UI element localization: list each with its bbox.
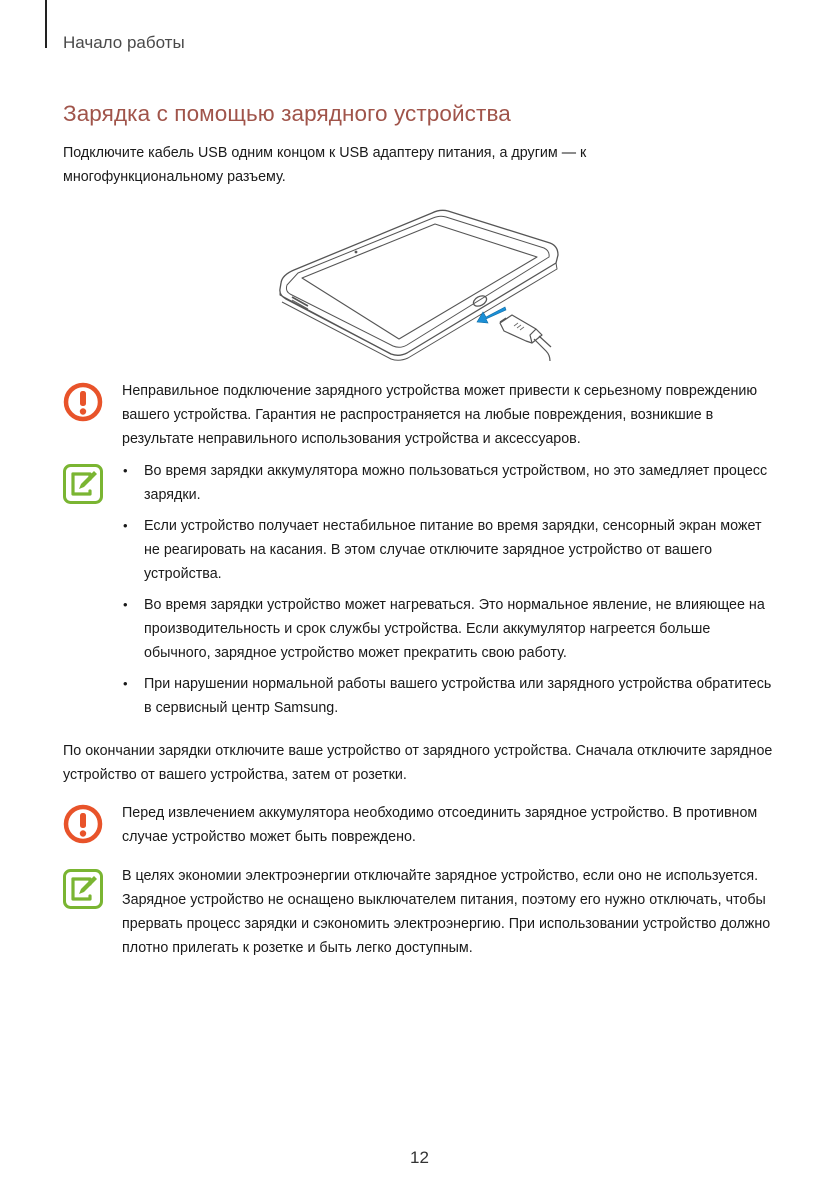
note-icon <box>63 464 103 504</box>
note-bullet-list <box>122 459 772 727</box>
section-header: Начало работы <box>63 33 185 52</box>
page-title: Зарядка с помощью зарядного устройства <box>63 101 511 126</box>
unplug-paragraph: По окончании зарядки отключите ваше устройство от зарядного устройства. Сначала отключите зарядное устройство от вашего устройства, затем от розетки. <box>63 743 773 783</box>
list-item: • Во время зарядки аккумулятора можно пользоваться устройством, но это замедляет процесс зарядки. <box>122 459 772 507</box>
caution-icon <box>63 804 103 844</box>
note-text: В целях экономии электроэнергии отключайте зарядное устройство, если оно не используется. Зарядное устройство не оснащено выключателем питания, поэтому его нужно отключать, чтобы прервать процесс зарядки и сэкономить электроэнергию. При использовании устройство должно плотно прилегать к розетке и быть легко доступным. <box>122 868 771 956</box>
margin-rule <box>45 0 47 48</box>
tablet-charging-illustration <box>274 205 564 365</box>
list-item: • Во время зарядки устройство может нагреваться. Это нормальное явление, не влияющее на производительность и срок службы устройства. Если аккумулятор нагреется больше обычного, зарядное устройство может прекратить свою работу. <box>122 593 772 665</box>
caution-text: Перед извлечением аккумулятора необходимо отсоединить зарядное устройство. В противном случае устройство может быть повреждено. <box>122 805 758 845</box>
list-item: • Если устройство получает нестабильное питание во время зарядки, сенсорный экран может не реагировать на касания. В этом случае отключите зарядное устройство от вашего устройства. <box>122 514 772 586</box>
page-number: 12 <box>410 1148 429 1167</box>
caution-text: Неправильное подключение зарядного устройства может привести к серьезному повреждению вашего устройства. Гарантия не распространяется на любые повреждения, возникшие в результате неправильного использования устройства и аксессуаров. <box>122 383 758 447</box>
intro-paragraph: Подключите кабель USB одним концом к USB адаптеру питания, а другим — к многофункциональному разъему. <box>63 145 587 185</box>
caution-icon <box>63 382 103 422</box>
note-icon <box>63 869 103 909</box>
list-item: • При нарушении нормальной работы вашего устройства или зарядного устройства обратитесь в сервисный центр Samsung. <box>122 672 772 720</box>
